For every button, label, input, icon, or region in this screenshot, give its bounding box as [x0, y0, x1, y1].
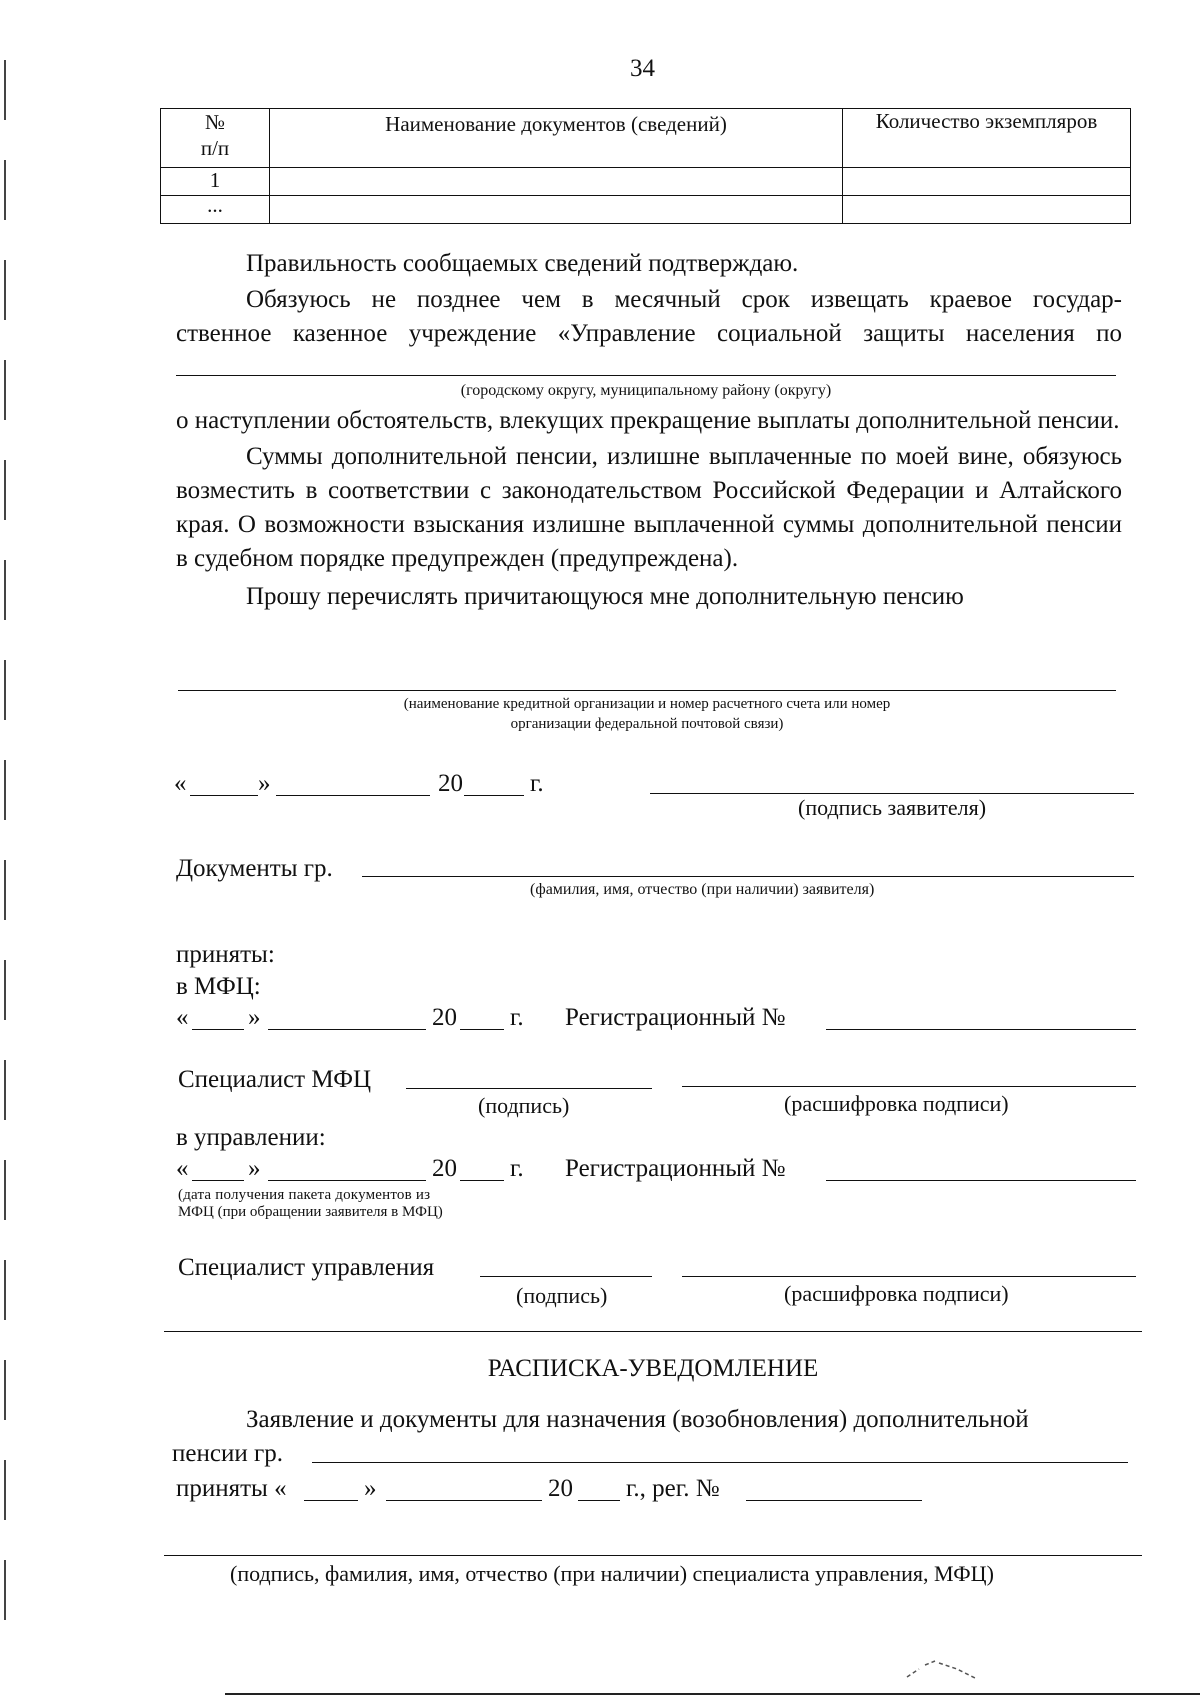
mfc-decode-blank[interactable] — [682, 1086, 1136, 1087]
scan-smudge-mark — [905, 1655, 985, 1685]
year-suffix: г. — [530, 770, 544, 797]
row-qty — [843, 168, 1131, 196]
dept-year-prefix: 20 — [432, 1155, 457, 1182]
in-mfc-label: в МФЦ: — [176, 973, 261, 1000]
documents-label: Документы гр. — [176, 855, 333, 882]
year-blank[interactable] — [464, 795, 524, 796]
row-num: ... — [161, 196, 270, 224]
applicant-signature-line[interactable] — [650, 793, 1134, 794]
mfc-specialist-label: Специалист МФЦ — [178, 1066, 372, 1093]
mfc-month-blank[interactable] — [268, 1029, 426, 1030]
table-header-row — [161, 109, 1131, 168]
refund-text: Суммы дополнительной пенсии, излишне выплаченные по моей вине, обязуюсь возместить в соответствии с законодательством Российской Федерации и Алтайского края. О возможности взыскания излишне выплаченной суммы дополнительной пенсии в судебном порядке предупрежден (предупреждена). — [176, 443, 1122, 572]
dept-day-blank[interactable] — [192, 1180, 244, 1181]
mfc-year-suffix: г. — [510, 1004, 524, 1031]
dept-reg-label: Регистрационный № — [565, 1155, 786, 1182]
accepted-label: приняты: — [176, 941, 275, 968]
month-blank[interactable] — [276, 795, 430, 796]
obligation-line-1: Обязуюсь не позднее чем в месячный срок извещать краевое государ- — [246, 286, 1122, 313]
obligation-paragraph — [176, 283, 1122, 351]
dept-year-suffix: г. — [510, 1155, 524, 1182]
receipt-reg-blank[interactable] — [746, 1500, 922, 1501]
receipt-fio-blank[interactable] — [312, 1462, 1128, 1463]
caption-mfc-decode: (расшифровка подписи) — [784, 1091, 1009, 1116]
dept-reg-number-blank[interactable] — [826, 1180, 1136, 1181]
caption-district: (городскому округу, муниципальному району (округу) — [460, 382, 832, 399]
caption-mfc-signature: (подпись) — [478, 1093, 570, 1118]
header-name: Наименование документов (сведений) — [270, 109, 843, 168]
scan-left-edge-artifact — [4, 60, 6, 1620]
row-name — [270, 168, 843, 196]
header-qty: Количество экземпляров — [843, 109, 1131, 168]
mfc-year-blank[interactable] — [460, 1029, 504, 1030]
date-close-quote: » — [258, 770, 271, 797]
in-department-label: в управлении: — [176, 1124, 326, 1151]
documents-table — [160, 108, 1131, 224]
caption-dept-decode: (расшифровка подписи) — [784, 1281, 1009, 1306]
header-num: № п/п — [161, 109, 270, 168]
caption-receipt-signature: (подпись, фамилия, имя, отчество (при наличии) специалиста управления, МФЦ) — [230, 1561, 994, 1586]
table-row — [161, 196, 1131, 224]
receipt-pension-label: пенсии гр. — [172, 1440, 283, 1467]
row-num: 1 — [161, 168, 270, 196]
table-row — [161, 168, 1131, 196]
mfc-date-open-quote: « — [176, 1004, 189, 1031]
caption-date-note-2: МФЦ (при обращении заявителя в МФЦ) — [178, 1204, 443, 1220]
mfc-reg-label: Регистрационный № — [565, 1004, 786, 1031]
dept-month-blank[interactable] — [268, 1180, 426, 1181]
circumstances-text: о наступлении обстоятельств, влекущих прекращение выплаты дополнительной пенсии. — [176, 407, 1120, 434]
row-qty — [843, 196, 1131, 224]
circumstances-paragraph — [176, 404, 1122, 614]
caption-dept-signature: (подпись) — [516, 1283, 608, 1308]
row-name — [270, 196, 843, 224]
dept-signature-blank[interactable] — [480, 1276, 652, 1277]
mfc-reg-number-blank[interactable] — [826, 1029, 1136, 1030]
mfc-date-close-quote: » — [248, 1004, 261, 1031]
bank-blank-line — [178, 690, 1116, 691]
mfc-year-prefix: 20 — [432, 1004, 457, 1031]
obligation-line-2: ственное казенное учреждение «Управление социальной защиты населения по — [176, 320, 1122, 347]
dept-date-open-quote: « — [176, 1155, 189, 1182]
dept-specialist-label: Специалист управления — [178, 1254, 435, 1281]
caption-date-note-1: (дата получения пакета документов из — [178, 1187, 431, 1203]
receipt-close-quote: » — [364, 1475, 377, 1502]
receipt-day-blank[interactable] — [304, 1500, 358, 1501]
receipt-line-1: Заявление и документы для назначения (возобновления) дополнительной — [246, 1406, 1029, 1433]
confirmation-text: Правильность сообщаемых сведений подтверждаю. — [246, 250, 799, 277]
receipt-reg-label: г., рег. № — [626, 1475, 720, 1502]
caption-applicant-signature: (подпись заявителя) — [798, 795, 987, 820]
section-divider — [164, 1331, 1142, 1332]
dept-date-close-quote: » — [248, 1155, 261, 1182]
page-number: 34 — [630, 55, 655, 82]
fio-blank-line[interactable] — [362, 876, 1134, 877]
receipt-year-blank[interactable] — [578, 1500, 620, 1501]
receipt-month-blank[interactable] — [386, 1500, 542, 1501]
receipt-title: РАСПИСКА-УВЕДОМЛЕНИЕ — [487, 1355, 819, 1382]
receipt-year-prefix: 20 — [548, 1475, 573, 1502]
dept-decode-blank[interactable] — [682, 1276, 1136, 1277]
scan-bottom-edge — [225, 1693, 1200, 1695]
year-prefix: 20 — [438, 770, 463, 797]
receipt-signature-line[interactable] — [164, 1555, 1142, 1556]
mfc-signature-blank[interactable] — [406, 1088, 652, 1089]
mfc-day-blank[interactable] — [192, 1029, 244, 1030]
transfer-request-text: Прошу перечислять причитающуюся мне дополнительную пенсию — [246, 583, 964, 610]
date-open-quote: « — [174, 770, 187, 797]
caption-fio: (фамилия, имя, отчество (при наличии) заявителя) — [530, 881, 875, 898]
day-blank[interactable] — [190, 795, 258, 796]
caption-bank-2: организации федеральной почтовой связи) — [510, 716, 784, 732]
district-blank-line — [176, 375, 1116, 376]
receipt-accepted-label: приняты « — [176, 1475, 287, 1502]
caption-bank-1: (наименование кредитной организации и номер расчетного счета или номер — [403, 696, 891, 712]
dept-year-blank[interactable] — [460, 1180, 504, 1181]
